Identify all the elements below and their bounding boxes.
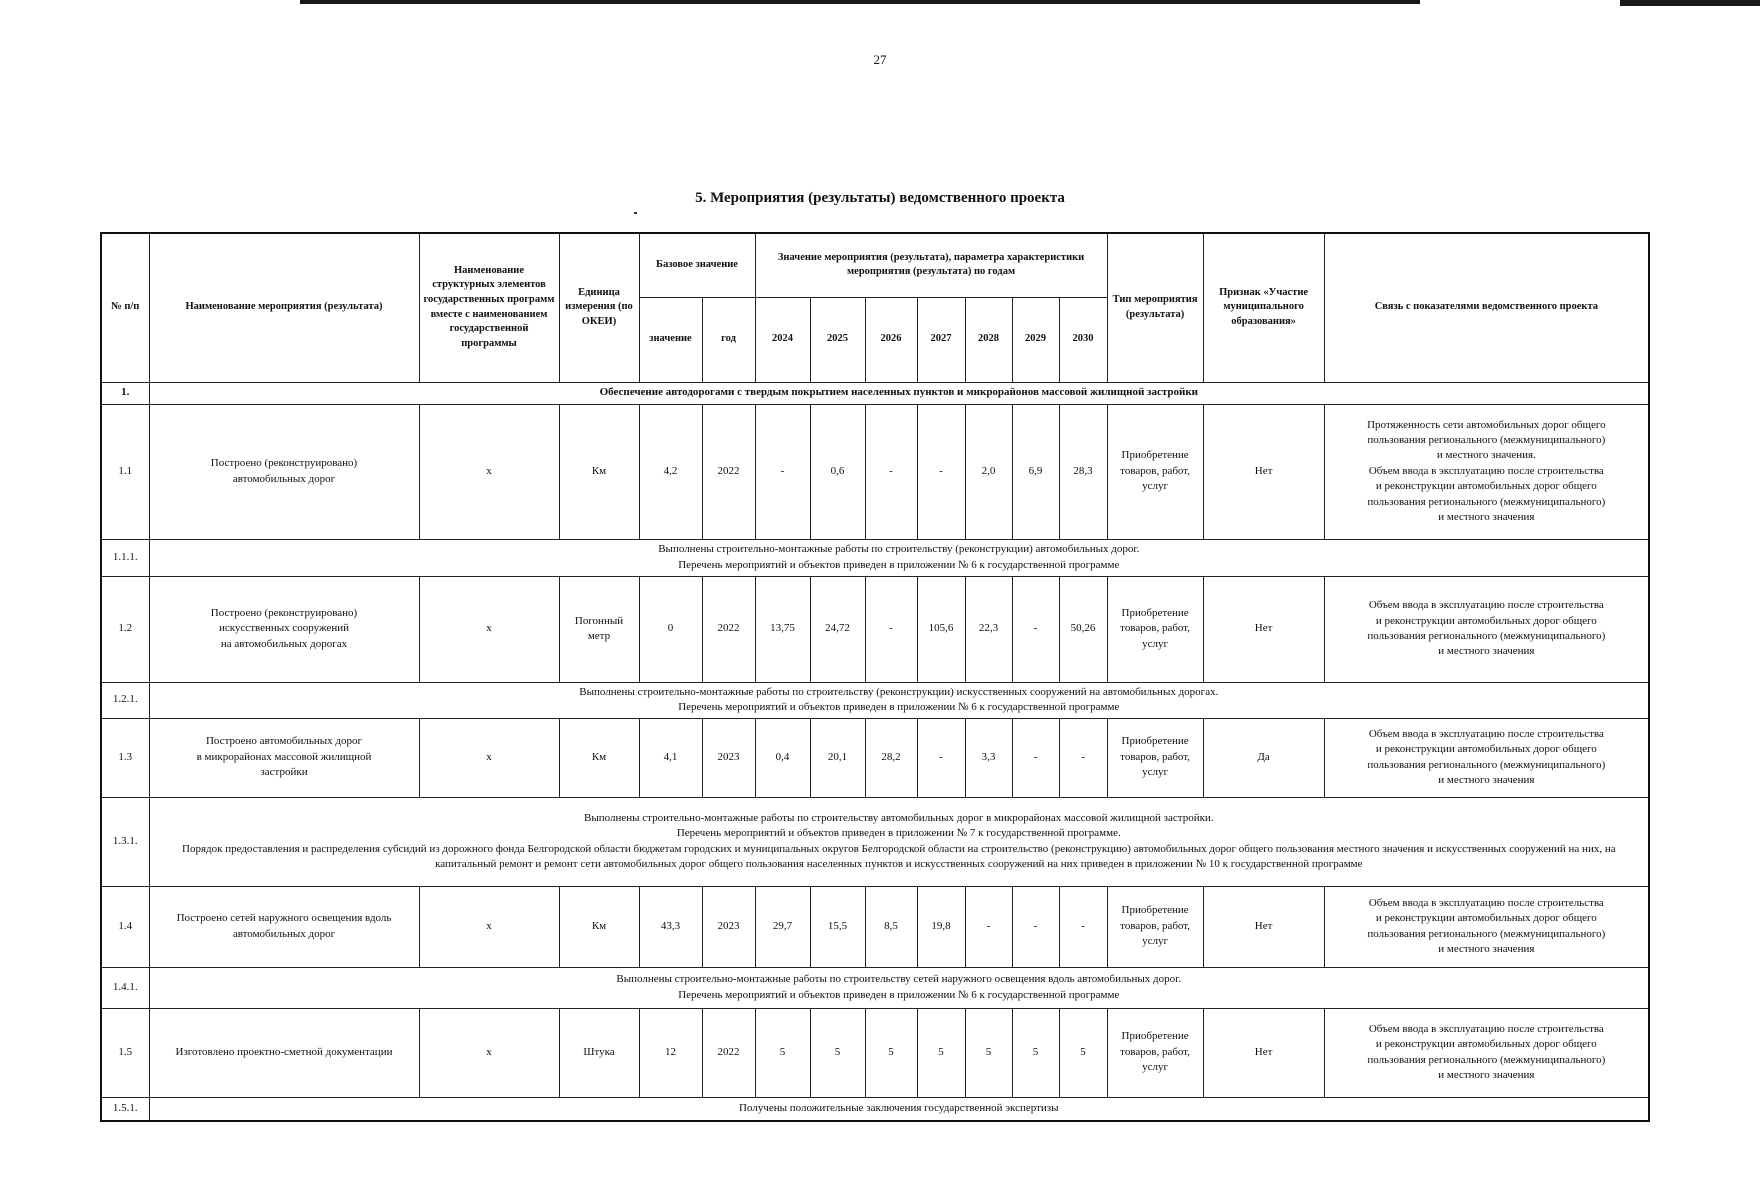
row-link: Объем ввода в эксплуатацию после строительства и реконструкции автомобильных дорог общего пользования регионального (межмуниципального) и местного значения: [1324, 886, 1649, 967]
header-by-years: Значение мероприятия (результата), параметра характеристики мероприятия (результата) по годам: [755, 233, 1107, 297]
header-year: 2026: [865, 297, 917, 382]
row-num: 1.2: [101, 576, 149, 682]
row-link: Протяженность сети автомобильных дорог общего пользования регионального (межмуниципального) и местного значения. Объем ввода в эксплуатацию после строительства и реконструкции автомобильных дорог общего пользования регионального (межмуниципального) и местного значения: [1324, 404, 1649, 539]
row-base-year: 2023: [702, 718, 755, 797]
row-value-2030: 50,26: [1059, 576, 1107, 682]
header-year: 2027: [917, 297, 965, 382]
top-edge-line-right: [1620, 0, 1760, 6]
group-num: 1.: [101, 382, 149, 404]
table-row: [101, 886, 1649, 967]
header-year: 2024: [755, 297, 810, 382]
header-structural: Наименование структурных элементов государственных программ вместе с наименованием государственной программы: [419, 233, 559, 382]
row-structural: х: [419, 404, 559, 539]
group-title: Обеспечение автодорогами с твердым покрытием населенных пунктов и микрорайонов массовой жилищной застройки: [149, 382, 1649, 404]
row-value-2029: 5: [1012, 1008, 1059, 1097]
row-structural: х: [419, 718, 559, 797]
table-row: [101, 576, 1649, 682]
row-value-2026: -: [865, 576, 917, 682]
row-base-value: 4,1: [639, 718, 702, 797]
group-row: [101, 382, 1649, 404]
header-year: 2029: [1012, 297, 1059, 382]
row-base-value: 4,2: [639, 404, 702, 539]
row-num: 1.1: [101, 404, 149, 539]
header-year: 2028: [965, 297, 1012, 382]
detail-text: Выполнены строительно-монтажные работы по строительству (реконструкции) автомобильных дорог. Перечень мероприятий и объектов приведен в приложении № 6 к государственной программе: [149, 539, 1649, 576]
row-num: 1.3: [101, 718, 149, 797]
header-participation: Признак «Участие муниципального образования»: [1203, 233, 1324, 382]
row-type: Приобретение товаров, работ, услуг: [1107, 886, 1203, 967]
row-participation: Нет: [1203, 1008, 1324, 1097]
detail-row: [101, 682, 1649, 718]
row-unit: Км: [559, 404, 639, 539]
row-value-2024: 13,75: [755, 576, 810, 682]
row-unit: Км: [559, 886, 639, 967]
header-year: 2025: [810, 297, 865, 382]
row-name: Построено (реконструировано) автомобильных дорог: [149, 404, 419, 539]
row-type: Приобретение товаров, работ, услуг: [1107, 404, 1203, 539]
row-unit: Штука: [559, 1008, 639, 1097]
detail-num: 1.2.1.: [101, 682, 149, 718]
row-participation: Нет: [1203, 404, 1324, 539]
row-name: Построено (реконструировано) искусственных сооружений на автомобильных дорогах: [149, 576, 419, 682]
results-table: [100, 232, 1650, 1122]
detail-row: [101, 967, 1649, 1008]
row-link: Объем ввода в эксплуатацию после строительства и реконструкции автомобильных дорог общего пользования регионального (межмуниципального) и местного значения: [1324, 1008, 1649, 1097]
row-base-year: 2022: [702, 404, 755, 539]
row-num: 1.5: [101, 1008, 149, 1097]
detail-row: [101, 1097, 1649, 1121]
row-base-year: 2022: [702, 1008, 755, 1097]
detail-text: Выполнены строительно-монтажные работы по строительству сетей наружного освещения вдоль автомобильных дорог. Перечень мероприятий и объектов приведен в приложении № 6 к государственной программе: [149, 967, 1649, 1008]
header-link: Связь с показателями ведомственного проекта: [1324, 233, 1649, 382]
detail-text: Выполнены строительно-монтажные работы по строительству автомобильных дорог в микрорайонах массовой жилищной застройки. Перечень мероприятий и объектов приведен в приложении № 7 к государственной программе. Порядок предоставления и распределения субсидий из дорожного фонда Белгородской области бюджетам городских и муниципальных округов Белгородской области на строительство (реконструкцию) автомобильных дорог общего пользования местного значения и искусственных сооружений на них, на капитальный ремонт и ремонт сети автомобильных дорог общего пользования населенных пунктов и искусственных сооружений на них приведен в приложении № 10 к государственной программе: [149, 797, 1649, 886]
top-edge-line: [300, 0, 1420, 4]
table-row: [101, 718, 1649, 797]
header-base: Базовое значение: [639, 233, 755, 297]
row-value-2026: -: [865, 404, 917, 539]
row-value-2029: -: [1012, 718, 1059, 797]
row-value-2028: 5: [965, 1008, 1012, 1097]
row-value-2030: 28,3: [1059, 404, 1107, 539]
detail-num: 1.1.1.: [101, 539, 149, 576]
row-value-2026: 5: [865, 1008, 917, 1097]
detail-num: 1.3.1.: [101, 797, 149, 886]
row-value-2026: 28,2: [865, 718, 917, 797]
row-value-2025: 20,1: [810, 718, 865, 797]
row-value-2025: 15,5: [810, 886, 865, 967]
row-value-2027: 105,6: [917, 576, 965, 682]
row-value-2029: -: [1012, 576, 1059, 682]
row-num: 1.4: [101, 886, 149, 967]
row-value-2028: 22,3: [965, 576, 1012, 682]
row-structural: х: [419, 886, 559, 967]
row-name: Изготовлено проектно-сметной документации: [149, 1008, 419, 1097]
detail-row: [101, 797, 1649, 886]
row-base-value: 0: [639, 576, 702, 682]
row-value-2024: 5: [755, 1008, 810, 1097]
row-value-2028: 3,3: [965, 718, 1012, 797]
row-value-2027: -: [917, 404, 965, 539]
row-value-2030: 5: [1059, 1008, 1107, 1097]
row-value-2030: -: [1059, 886, 1107, 967]
row-value-2027: -: [917, 718, 965, 797]
detail-text: Получены положительные заключения государственной экспертизы: [149, 1097, 1649, 1121]
page-number: 27: [873, 52, 887, 67]
row-participation: Да: [1203, 718, 1324, 797]
header-base-year: год: [702, 297, 755, 382]
detail-text: Выполнены строительно-монтажные работы по строительству (реконструкции) искусственных сооружений на автомобильных дорогах. Перечень мероприятий и объектов приведен в приложении № 6 к государственной программе: [149, 682, 1649, 718]
header-num: № п/п: [101, 233, 149, 382]
row-type: Приобретение товаров, работ, услуг: [1107, 1008, 1203, 1097]
row-value-2024: 29,7: [755, 886, 810, 967]
row-participation: Нет: [1203, 576, 1324, 682]
header-year: 2030: [1059, 297, 1107, 382]
row-value-2027: 19,8: [917, 886, 965, 967]
row-value-2024: -: [755, 404, 810, 539]
row-value-2027: 5: [917, 1008, 965, 1097]
row-name: Построено автомобильных дорог в микрорайонах массовой жилищной застройки: [149, 718, 419, 797]
row-value-2028: 2,0: [965, 404, 1012, 539]
row-base-value: 12: [639, 1008, 702, 1097]
row-value-2028: -: [965, 886, 1012, 967]
detail-row: [101, 539, 1649, 576]
row-value-2029: -: [1012, 886, 1059, 967]
row-value-2030: -: [1059, 718, 1107, 797]
row-structural: х: [419, 576, 559, 682]
row-value-2025: 0,6: [810, 404, 865, 539]
row-value-2025: 24,72: [810, 576, 865, 682]
detail-num: 1.4.1.: [101, 967, 149, 1008]
row-type: Приобретение товаров, работ, услуг: [1107, 718, 1203, 797]
row-unit: Погонный метр: [559, 576, 639, 682]
row-link: Объем ввода в эксплуатацию после строительства и реконструкции автомобильных дорог общего пользования регионального (межмуниципального) и местного значения: [1324, 718, 1649, 797]
header-unit: Единица измерения (по ОКЕИ): [559, 233, 639, 382]
row-base-year: 2023: [702, 886, 755, 967]
row-link: Объем ввода в эксплуатацию после строительства и реконструкции автомобильных дорог общего пользования регионального (межмуниципального) и местного значения: [1324, 576, 1649, 682]
row-value-2026: 8,5: [865, 886, 917, 967]
section-title: 5. Мероприятия (результаты) ведомственного проекта: [695, 190, 1065, 206]
row-unit: Км: [559, 718, 639, 797]
row-type: Приобретение товаров, работ, услуг: [1107, 576, 1203, 682]
row-base-value: 43,3: [639, 886, 702, 967]
header-type: Тип мероприятия (результата): [1107, 233, 1203, 382]
row-value-2029: 6,9: [1012, 404, 1059, 539]
table-row: [101, 404, 1649, 539]
header-name: Наименование мероприятия (результата): [149, 233, 419, 382]
row-base-year: 2022: [702, 576, 755, 682]
row-name: Построено сетей наружного освещения вдоль автомобильных дорог: [149, 886, 419, 967]
row-structural: х: [419, 1008, 559, 1097]
table-row: [101, 1008, 1649, 1097]
row-value-2025: 5: [810, 1008, 865, 1097]
detail-num: 1.5.1.: [101, 1097, 149, 1121]
row-value-2024: 0,4: [755, 718, 810, 797]
header-base-value: значение: [639, 297, 702, 382]
row-participation: Нет: [1203, 886, 1324, 967]
scan-mark: [634, 212, 637, 214]
